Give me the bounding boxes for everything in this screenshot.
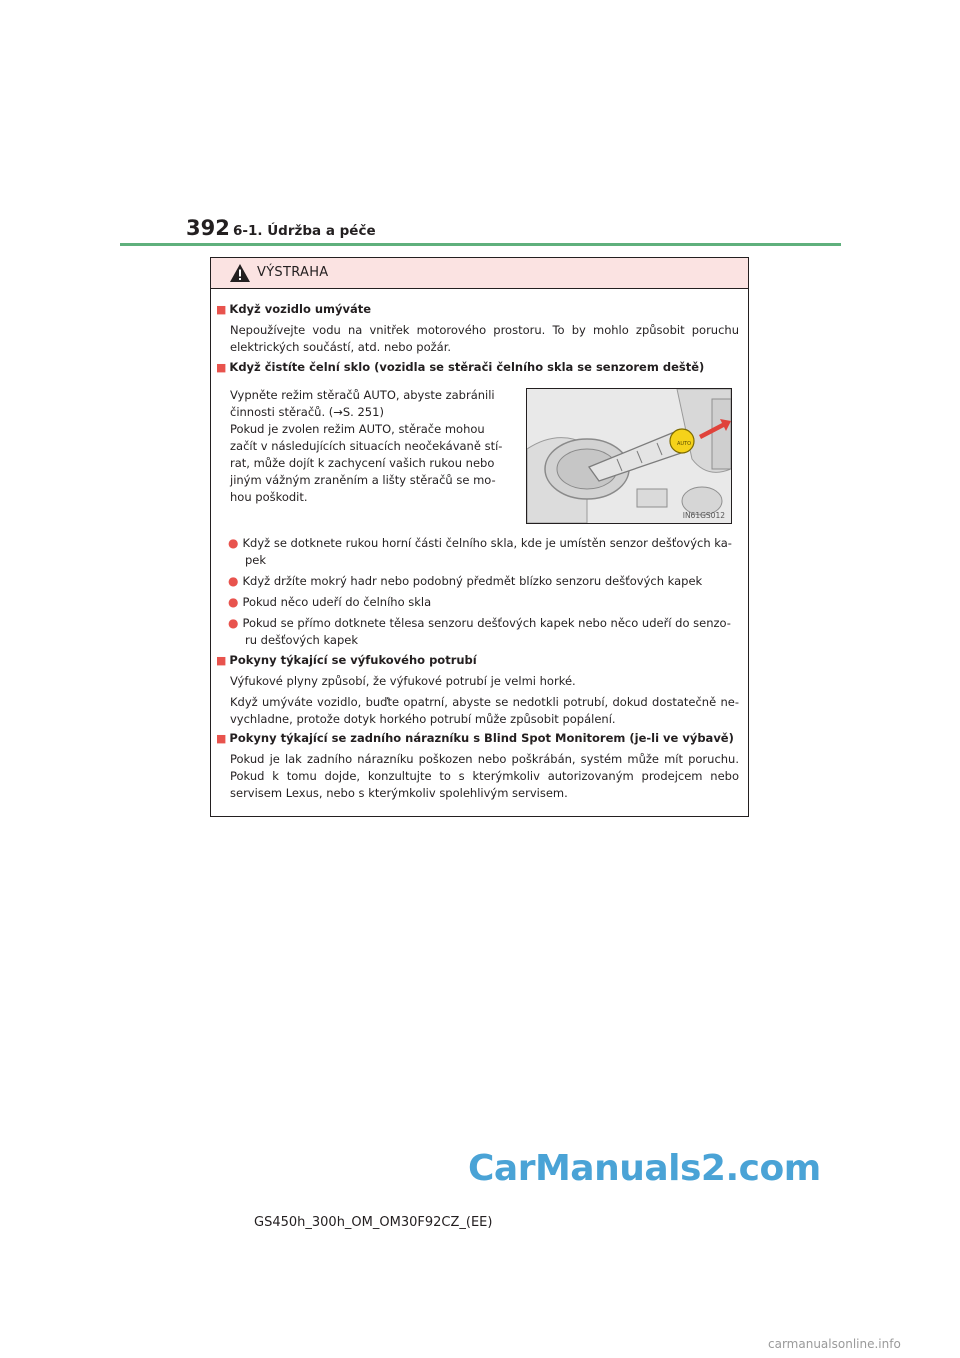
item-text-cont: ru dešťových kapek <box>245 633 359 647</box>
square-bullet-icon: ■ <box>216 361 227 374</box>
text-line: Vypněte režim stěračů AUTO, abyste zabránili <box>230 388 495 402</box>
windshield-left-text <box>230 387 508 506</box>
item-text: Pokud něco udeří do čelního skla <box>242 595 432 609</box>
round-bullet-icon: ● <box>228 574 239 588</box>
round-bullet-icon: ● <box>228 616 239 630</box>
section-text-bumper: Pokud je lak zadního nárazníku poškozen nebo poškrábán, systém může mít poruchu. Pokud k tomu dojde, konzultujte to s kterýmkoliv autorizovaným prodejcem nebo servisem Lexus, nebo s kterýmkoliv spolehlivým servisem. <box>230 752 739 800</box>
section-heading-bumper <box>216 730 746 747</box>
heading-text: Pokyny týkající se zadního nárazníku s Blind Spot Monitorem (je-li ve výbavě) <box>229 731 734 745</box>
heading-text: Když čistíte čelní sklo (vozidla se stěrači čelního skla se senzorem deště) <box>229 360 705 374</box>
square-bullet-icon: ■ <box>216 732 227 745</box>
item-text-cont: pek <box>245 553 267 567</box>
svg-text:AUTO: AUTO <box>677 441 692 447</box>
carmanuals-watermark: CarManuals2.com <box>468 1148 821 1189</box>
wiper-lever-illustration <box>526 388 732 524</box>
item-text: Když se dotknete rukou horní části čelního skla, kde je umístěn senzor dešťových ka- <box>242 536 732 550</box>
list-item <box>228 615 741 649</box>
text-line: činnosti stěračů. (→S. 251) <box>230 405 384 419</box>
warning-header <box>211 258 748 289</box>
warning-triangle-icon <box>229 263 251 283</box>
section-text-exhaust-2: Když umýváte vozidlo, buďte opatrní, abyste se nedotkli potrubí, dokud dostatečně ne-vychladne, protože dotyk horkého potrubí může způsobit popálení. <box>230 695 739 726</box>
text-line: rat, může dojít k zachycení vašich rukou nebo <box>230 456 495 470</box>
section-text-exhaust-1: Výfukové plyny způsobí, že výfukové potrubí je velmi horké. <box>230 674 576 688</box>
text-line: hou poškodit. <box>230 490 308 504</box>
text-line: Pokud je zvolen režim AUTO, stěrače mohou <box>230 422 485 436</box>
bottom-watermark: carmanualsonline.info <box>768 1337 901 1351</box>
text-line: začít v následujících situacích neočekávaně stí- <box>230 439 503 453</box>
square-bullet-icon: ■ <box>216 654 227 667</box>
round-bullet-icon: ● <box>228 536 239 550</box>
list-item <box>228 594 741 611</box>
round-bullet-icon: ● <box>228 595 239 609</box>
section-heading-exhaust <box>216 652 736 669</box>
header-rule <box>120 243 841 246</box>
list-item <box>228 573 741 590</box>
section-heading-washing <box>216 301 736 318</box>
section-text-washing: Nepoužívejte vodu na vnitřek motorového prostoru. To by mohlo způsobit poruchu elektrických součástí, atd. nebo požár. <box>230 323 739 354</box>
warning-title: VÝSTRAHA <box>257 265 329 280</box>
item-text: Pokud se přímo dotknete tělesa senzoru dešťových kapek nebo něco udeří do senzo- <box>242 616 731 630</box>
footer-model-code: GS450h_300h_OM_OM30F92CZ_(EE) <box>254 1215 493 1230</box>
square-bullet-icon: ■ <box>216 303 227 316</box>
section-heading-windshield <box>216 359 746 376</box>
list-item <box>228 535 741 569</box>
figure-code: IN61GS012 <box>682 511 725 520</box>
text-line: jiným vážným zraněním a lišty stěračů se mo- <box>230 473 496 487</box>
heading-text: Když vozidlo umýváte <box>229 302 372 316</box>
section-title: 6-1. Údržba a péče <box>233 223 376 239</box>
item-text: Když držíte mokrý hadr nebo podobný předmět blízko senzoru dešťových kapek <box>242 574 703 588</box>
heading-text: Pokyny týkající se výfukového potrubí <box>229 653 477 667</box>
page-number: 392 <box>186 216 230 240</box>
